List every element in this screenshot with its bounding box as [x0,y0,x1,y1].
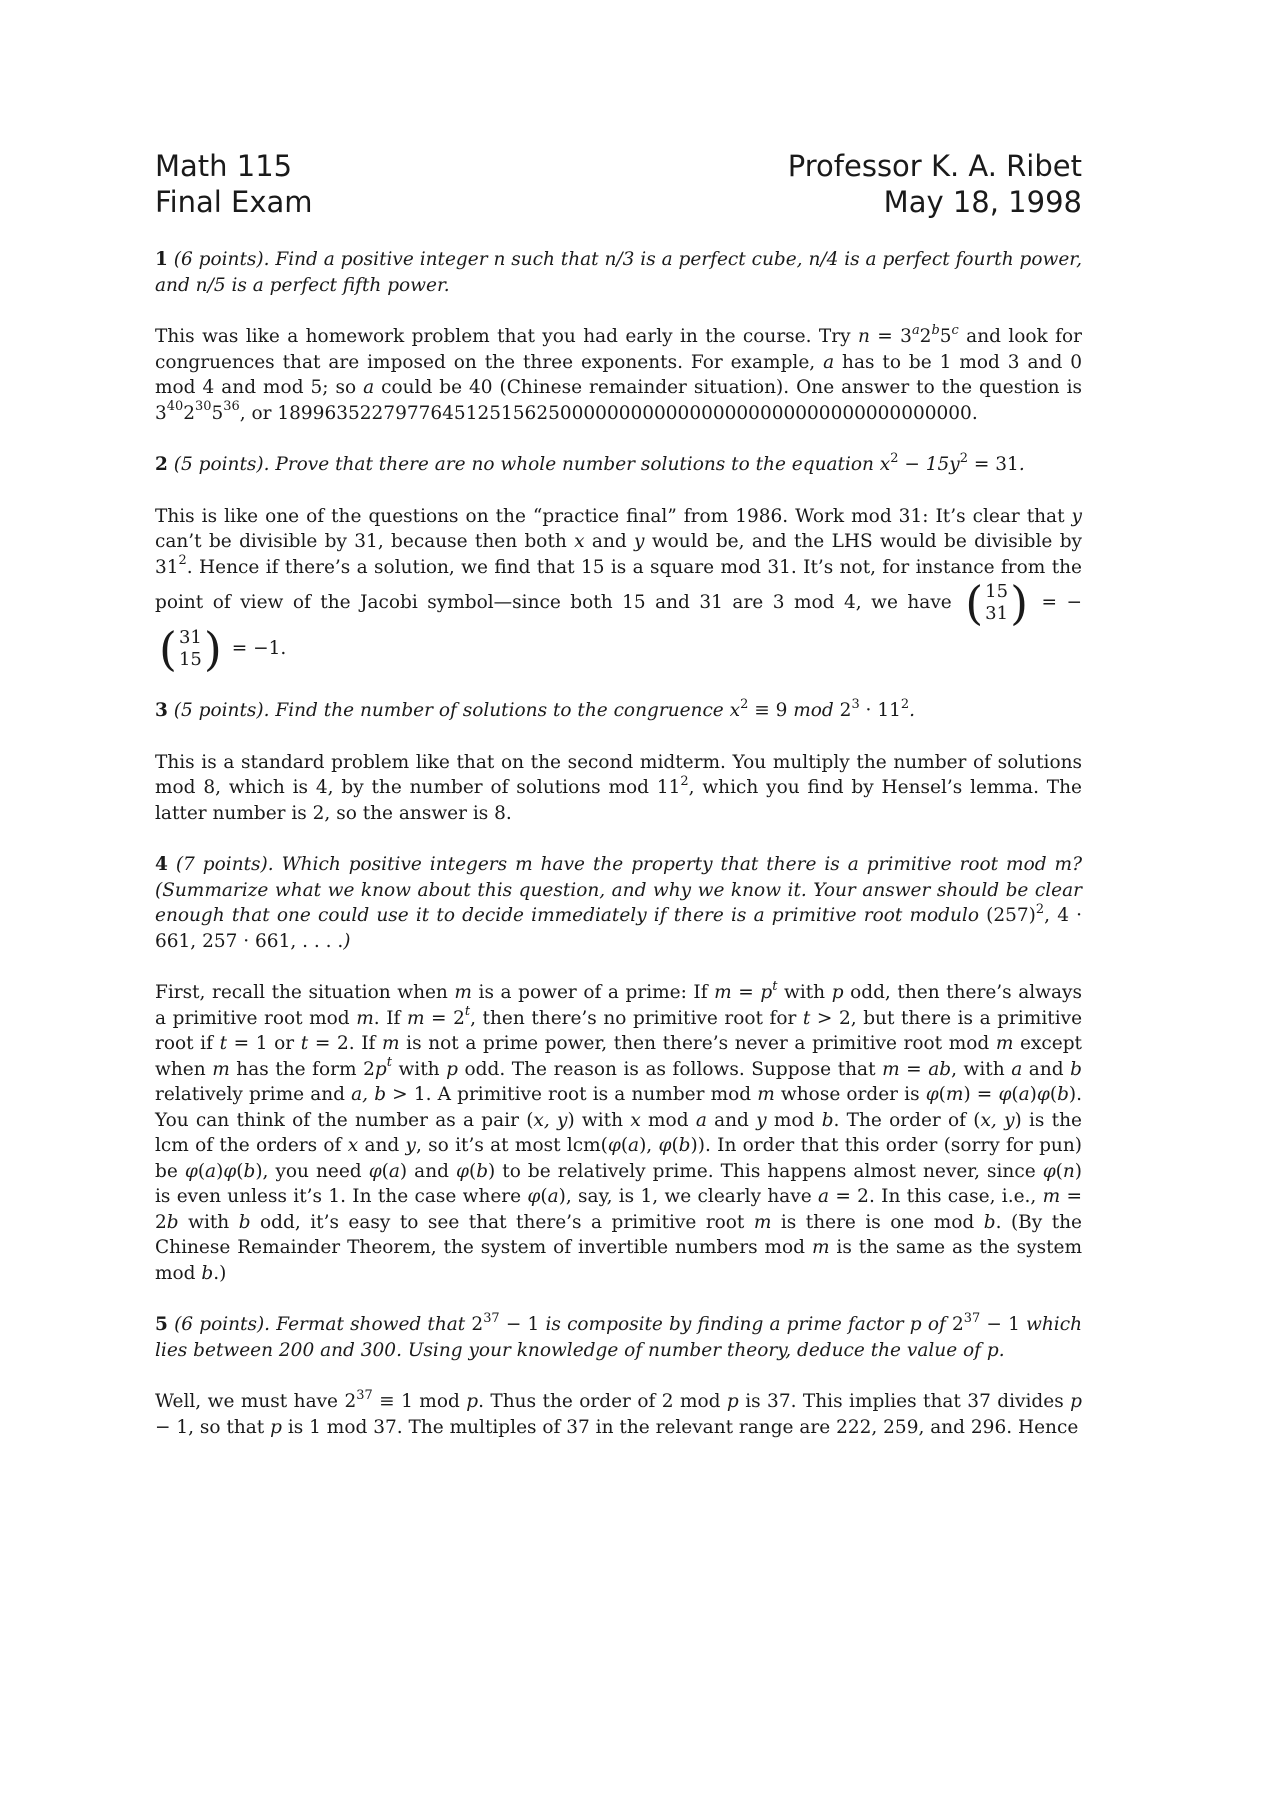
exam-header [155,148,1082,220]
problem-1-solution: This was like a homework problem that you had early in the course. Try $n = 3^a2^b5^c$ and look for congruences that are imposed on the three exponents. For example, a has to be 1 mod 3 and 0 mod 4 and mod 5; so a could be 40 (Chinese remainder situation). One answer to the question is $3^{40}2^{30}5^{36}$, or 18996352279776451251562500000000000000000000000000000000000. [155,322,1082,424]
problem-number: 5 [155,1314,168,1335]
jacobi-symbol-31-15: ( 31 15 ) [159,622,222,676]
problem-number: 2 [155,454,168,475]
problem-text: Find a positive integer n such that n/3 is a perfect cube, n/4 is a perfect fourth power, and n/5 is a perfect fifth power. [155,249,1082,296]
problem-points: (7 points). [175,854,274,875]
jacobi-symbol-15-31: ( 15 31 ) [965,576,1029,630]
problem-points: (5 points). [173,700,270,721]
problem-points: (6 points). [173,249,270,270]
problem-4-solution: First, recall the situation when m is a power of a prime: If $m = p^t$ with p odd, then there’s always a primitive root mod m. If $m = 2^t$, then there’s no primitive root for t > 2, but there is a primitive root if t = 1 or t = 2. If m is not a prime power, then there’s never a primitive root mod m except when m has the form $2p^t$ with p odd. The reason is as follows. Suppose that m = ab, with a and b relatively prime and a, b > 1. A primitive root is a number mod m whose order is φ(m) = φ(a)φ(b). You can think of the number as a pair (x, y) with x mod a and y mod b. The order of (x, y) is the lcm of the orders of x and y, so it’s at most lcm(φ(a), φ(b)). In order that this order (sorry for pun) be φ(a)φ(b), you need φ(a) and φ(b) to be relatively prime. This happens almost never, since φ(n) is even unless it’s 1. In the case where φ(a), say, is 1, we clearly have a = 2. In this case, i.e., m = 2b with b odd, it’s easy to see that there’s a primitive root m is there is one mod b. (By the Chinese Remainder Theorem, the system of invertible numbers mod m is the same as the system mod b.) [155,978,1083,1284]
exam-page [155,148,1082,1440]
course-title: Math 115 [155,149,293,183]
problem-5-solution: Well, we must have $2^{37} \equiv 1$ mod p. Thus the order of 2 mod p is 37. This implies that 37 divides p − 1, so that p is 1 mod 37. The multiples of 37 in the relevant range are 222, 259, and 296. Hence [155,1387,1082,1438]
problem-3-question [155,698,1082,724]
problem-number: 4 [155,854,168,875]
problem-text: Fermat showed that $2^{37} - 1$ is composite by finding a prime factor p of $2^{37} - 1$ which lies between 200 and 300. Using your knowledge of number theory, deduce the value of p. [155,1310,1082,1361]
problem-2-solution: This is like one of the questions on the “practice final” from 1986. Work mod 31: It’s clear that y can’t be divisible by 31, because then both x and y would be, and the LHS would be divisible by $31^2$. Hence if there’s a solution, we find that 15 is a square mod 31. It’s not, for instance from the point of view of the Jacobi symbol—since both 15 and 31 are 3 mod 4, we have ( 15 31 ) = − ( 31 15 ) = −1. [155,505,1083,676]
problem-number: 1 [155,249,168,270]
problem-points: (6 points). [174,1314,271,1335]
professor-name: Professor K. A. Ribet [787,149,1082,183]
problem-2-question [155,452,1082,478]
exam-title: Final Exam [155,185,313,219]
problem-1-question [155,247,1082,298]
exam-date: May 18, 1998 [883,185,1082,219]
problem-3-solution: This is a standard problem like that on the second midterm. You multiply the number of solutions mod 8, which is 4, by the number of solutions mod $11^2$, which you find by Hensel’s lemma. The latter number is 2, so the answer is 8. [155,751,1082,824]
problem-text: Which positive integers m have the property that there is a primitive root mod m? (Summarize what we know about this question, and why we know it. Your answer should be clear enough that one could use it to decide immediately if there is a primitive root modulo $(257)^2$, 4 · 661, 257 · 661, . . . .) [155,854,1083,952]
problem-text: Find the number of solutions to the congruence $x^2 \equiv 9$ mod $2^3 \cdot 11^2$. [275,696,915,721]
problem-4-question [155,852,1082,954]
problem-number: 3 [155,700,168,721]
problem-points: (5 points). [173,454,270,475]
problem-5-question [155,1312,1082,1363]
problem-text: Prove that there are no whole number solutions to the equation $x^2 - 15y^2 = 31$. [275,450,1025,475]
